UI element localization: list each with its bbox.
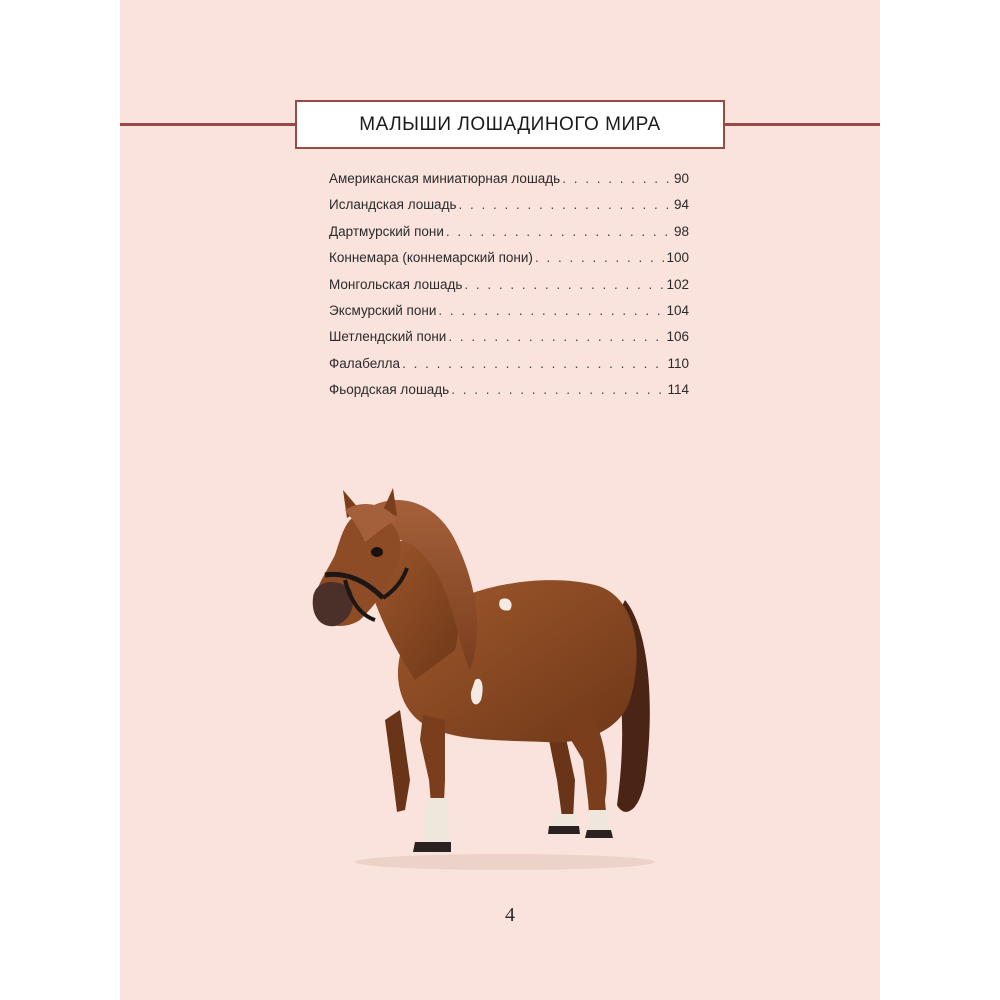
toc-item[interactable] bbox=[329, 356, 689, 382]
toc-item[interactable] bbox=[329, 329, 689, 355]
toc-item-page: 110 bbox=[667, 355, 689, 371]
toc-item-title: Коннемара (коннемарский пони) bbox=[329, 250, 533, 266]
toc-item-page: 100 bbox=[666, 250, 689, 266]
section-title: МАЛЫШИ ЛОШАДИНОГО МИРА bbox=[295, 100, 725, 149]
toc-leader-dots bbox=[458, 197, 671, 212]
toc-item-page: 114 bbox=[667, 382, 689, 398]
toc-item-title: Фьордская лошадь bbox=[329, 382, 450, 398]
toc-leader-dots bbox=[402, 356, 665, 371]
header-rule-left bbox=[120, 123, 296, 126]
toc-item-title: Монгольская лошадь bbox=[329, 276, 463, 292]
toc-leader-dots bbox=[464, 277, 664, 292]
toc-item-page: 90 bbox=[673, 171, 689, 186]
pony-illustration-icon bbox=[305, 480, 665, 880]
toc-item-page: 104 bbox=[666, 302, 689, 318]
toc-item[interactable] bbox=[329, 250, 689, 276]
toc-leader-dots bbox=[438, 303, 664, 318]
toc-leader-dots bbox=[562, 171, 672, 186]
toc-item-title: Эксмурский пони bbox=[329, 302, 437, 318]
toc-item-title: Дартмурский пони bbox=[329, 223, 444, 239]
toc-item[interactable] bbox=[329, 171, 689, 197]
page-number: 4 bbox=[505, 904, 515, 926]
toc-item-title: Шетлендский пони bbox=[329, 329, 447, 345]
toc-item-title: Американская миниатюрная лошадь bbox=[329, 171, 561, 186]
table-of-contents bbox=[329, 171, 689, 409]
toc-item[interactable] bbox=[329, 303, 689, 329]
toc-leader-dots bbox=[446, 224, 672, 239]
toc-item[interactable] bbox=[329, 224, 689, 250]
toc-item-page: 94 bbox=[673, 197, 689, 213]
toc-item[interactable] bbox=[329, 277, 689, 303]
toc-item[interactable] bbox=[329, 197, 689, 223]
toc-item[interactable] bbox=[329, 382, 689, 408]
toc-item-title: Исландская лошадь bbox=[329, 197, 457, 213]
toc-leader-dots bbox=[535, 250, 665, 265]
toc-item-title: Фалабелла bbox=[329, 355, 401, 371]
toc-item-page: 102 bbox=[666, 276, 689, 292]
toc-leader-dots bbox=[451, 382, 665, 397]
toc-leader-dots bbox=[448, 329, 664, 344]
toc-item-page: 98 bbox=[673, 223, 689, 239]
header-rule-right bbox=[724, 123, 880, 126]
toc-item-page: 106 bbox=[666, 329, 689, 345]
